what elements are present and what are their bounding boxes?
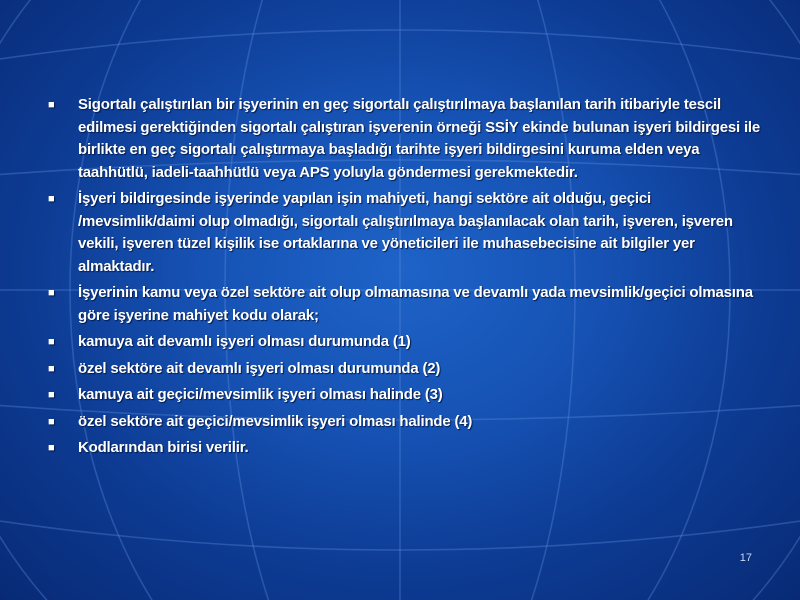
page-number: 17 bbox=[739, 552, 752, 564]
square-bullet-icon: ■ bbox=[48, 362, 55, 375]
bullet-item bbox=[48, 188, 763, 278]
bullet-text: İşyerinin kamu veya özel sektöre ait olup olmamasına ve devamlı yada mevsimlik/geçici olmasına göre işyerine mahiyet kodu olarak; bbox=[78, 284, 753, 324]
bullet-list bbox=[48, 94, 763, 460]
slide-content bbox=[48, 94, 763, 464]
square-bullet-icon: ■ bbox=[48, 415, 55, 428]
bullet-text: İşyeri bildirgesinde işyerinde yapılan işin mahiyeti, hangi sektöre ait olduğu, geçici /mevsimlik/daimi olup olmadığı, sigortalı çalıştırılmaya başlanılacak olan tarih, işveren, işveren vekili, işveren tüzel kişilik ise ortaklarına ve yöneticileri ile muhasebecisine ait bilgiler yer almaktadır. bbox=[78, 190, 733, 275]
square-bullet-icon: ■ bbox=[48, 389, 55, 401]
bullet-item bbox=[48, 384, 763, 407]
bullet-text: kamuya ait devamlı işyeri olması durumunda (1) bbox=[78, 333, 411, 350]
square-bullet-icon: ■ bbox=[48, 442, 55, 454]
square-bullet-icon: ■ bbox=[48, 99, 55, 111]
bullet-text: Sigortalı çalıştırılan bir işyerinin en geç sigortalı çalıştırılmaya başlanılan tarih itibariyle tescil edilmesi gerektiğinden sigortalı çalıştıran işverenin örneği SSİY ekinde bulunan işyeri bildirgesi ile birlikte en geç sigortalı çalıştırmaya başladığı tarihte işyeri bildirgesini kuruma elden veya taahhütlü, iadeli-taahhütlü veya APS yoluyla göndermesi gerekmektedir. bbox=[78, 96, 761, 181]
bullet-item bbox=[48, 358, 763, 381]
bullet-text: özel sektöre ait geçici/mevsimlik işyeri olması halinde (4) bbox=[78, 412, 473, 430]
bullet-text: özel sektöre ait devamlı işyeri olması durumunda (2) bbox=[78, 359, 441, 377]
square-bullet-icon: ■ bbox=[48, 287, 55, 299]
bullet-item bbox=[48, 282, 763, 327]
bullet-text: kamuya ait geçici/mevsimlik işyeri olması halinde (3) bbox=[78, 386, 443, 403]
bullet-item bbox=[48, 94, 763, 184]
square-bullet-icon: ■ bbox=[48, 336, 55, 348]
bullet-item bbox=[48, 411, 763, 434]
bullet-text: Kodlarından birisi verilir. bbox=[78, 439, 249, 456]
bullet-item bbox=[48, 331, 763, 354]
square-bullet-icon: ■ bbox=[48, 193, 55, 205]
bullet-item bbox=[48, 437, 763, 460]
